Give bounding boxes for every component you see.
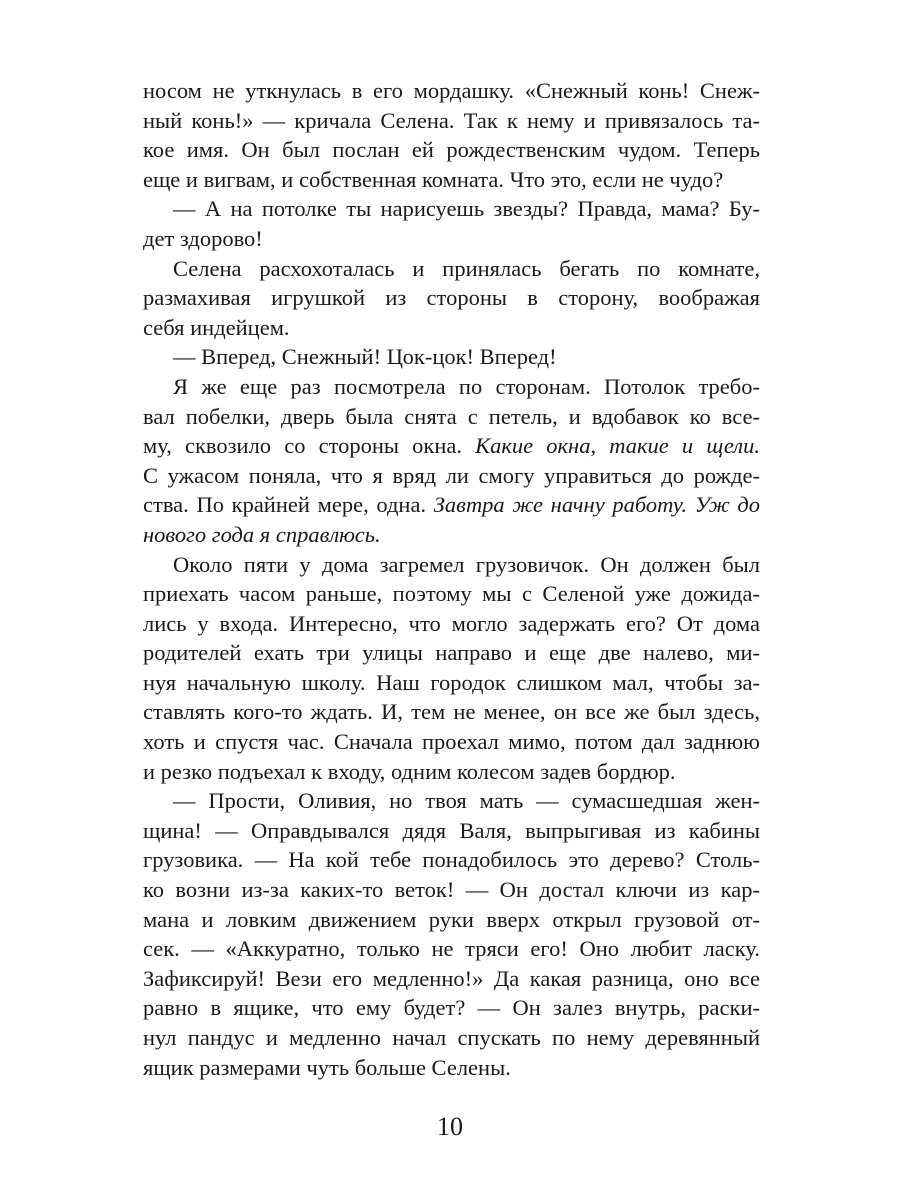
- page-number: 10: [437, 1112, 463, 1141]
- text-run: сек. — «Аккуратно, только не тряси его! Оно любит ласку.: [143, 936, 760, 962]
- text-run: ящик размерами чуть больше Селены.: [143, 1054, 511, 1080]
- text-line: [143, 875, 760, 905]
- text-line: [143, 845, 760, 875]
- text-run: нуя начальную школу. Наш городок слишком мал, чтобы за-: [143, 669, 760, 695]
- text-line: [143, 757, 760, 787]
- text-line: [143, 402, 760, 432]
- text-run: С ужасом поняла, что я вряд ли смогу управиться до рожде-: [143, 462, 760, 488]
- text-run: лись у входа. Интересно, что могло задержать его? От дома: [143, 610, 760, 636]
- text-line: [143, 668, 760, 698]
- text-line: [143, 254, 760, 284]
- text-line: [143, 135, 760, 165]
- text-run: Какие окна, такие и щели.: [475, 433, 760, 459]
- text-line: [143, 993, 760, 1023]
- text-run: Я же еще раз посмотрела по сторонам. Потолок требо-: [173, 373, 760, 399]
- text-run: ставлять кого-то ждать. И, тем не менее, он все же был здесь,: [143, 699, 760, 725]
- text-run: — А на потолке ты нарисуешь звезды? Правда, мама? Бу-: [173, 196, 760, 222]
- text-line: [143, 550, 760, 580]
- text-line: [143, 165, 760, 195]
- text-run: Зафиксируй! Вези его медленно!» Да какая разница, оно все: [143, 965, 760, 991]
- text-run: щина! — Оправдывался дядя Валя, выпрыгивая из кабины: [143, 817, 760, 843]
- body-text: [143, 76, 760, 1082]
- text-line: [143, 490, 760, 520]
- text-run: мана и ловким движением руки вверх открыл грузовой от-: [143, 906, 760, 932]
- text-line: [143, 609, 760, 639]
- text-line: [143, 520, 760, 550]
- text-run: носом не уткнулась в его мордашку. «Снежный конь! Снеж-: [143, 78, 760, 103]
- text-line: [143, 816, 760, 846]
- text-line: [143, 76, 760, 106]
- text-run: — Прости, Оливия, но твоя мать — сумасшедшая жен-: [173, 788, 760, 814]
- text-run: нового года я справлюсь.: [143, 521, 381, 547]
- text-run: размахивая игрушкой из стороны в сторону, воображая: [143, 285, 760, 311]
- text-line: [143, 283, 760, 313]
- text-line: [143, 431, 760, 461]
- text-run: равно в ящике, что ему будет? — Он залез внутрь, раски-: [143, 995, 760, 1021]
- text-line: [143, 1023, 760, 1053]
- text-line: [143, 106, 760, 136]
- text-run: еще и вигвам, и собственная комната. Что это, если не чудо?: [143, 166, 724, 192]
- text-line: [143, 372, 760, 402]
- text-run: приехать часом раньше, поэтому мы с Селеной уже дожида-: [143, 581, 760, 607]
- text-run: Около пяти у дома загремел грузовичок. Он должен был: [173, 551, 760, 577]
- text-run: дет здорово!: [143, 225, 263, 251]
- text-run: ства. По крайней мере, одна.: [143, 492, 434, 518]
- text-run: хоть и спустя час. Сначала проехал мимо, потом дал заднюю: [143, 729, 760, 755]
- text-line: [143, 697, 760, 727]
- text-run: и резко подъехал к входу, одним колесом задев бордюр.: [143, 758, 676, 784]
- text-run: родителей ехать три улицы направо и еще две налево, ми-: [143, 640, 760, 666]
- text-run: Селена расхохоталась и принялась бегать по комнате,: [173, 255, 760, 281]
- text-run: кое имя. Он был послан ей рождественским чудом. Теперь: [143, 137, 760, 163]
- text-line: [143, 1053, 760, 1083]
- text-line: [143, 638, 760, 668]
- text-run: себя индейцем.: [143, 314, 290, 340]
- text-line: [143, 579, 760, 609]
- text-line: [143, 934, 760, 964]
- text-run: вал побелки, дверь была снята с петель, и вдобавок ко все-: [143, 403, 760, 429]
- text-line: [143, 461, 760, 491]
- text-run: ный конь!» — кричала Селена. Так к нему и привязалось та-: [143, 107, 760, 133]
- text-run: ко возни из-за каких-то веток! — Он достал ключи из кар-: [143, 877, 760, 903]
- text-line: [143, 905, 760, 935]
- text-run: — Вперед, Снежный! Цок-цок! Вперед!: [173, 344, 557, 370]
- text-run: Завтра же начну работу. Уж до: [433, 492, 760, 518]
- text-line: [143, 786, 760, 816]
- text-line: [143, 224, 760, 254]
- text-line: [143, 342, 760, 372]
- text-line: [143, 313, 760, 343]
- text-run: му, сквозило со стороны окна.: [143, 433, 476, 459]
- text-run: грузовика. — На кой тебе понадобилось это дерево? Столь-: [143, 847, 760, 873]
- text-line: [143, 727, 760, 757]
- text-line: [143, 964, 760, 994]
- text-run: нул пандус и медленно начал спускать по нему деревянный: [143, 1025, 760, 1050]
- text-line: [143, 194, 760, 224]
